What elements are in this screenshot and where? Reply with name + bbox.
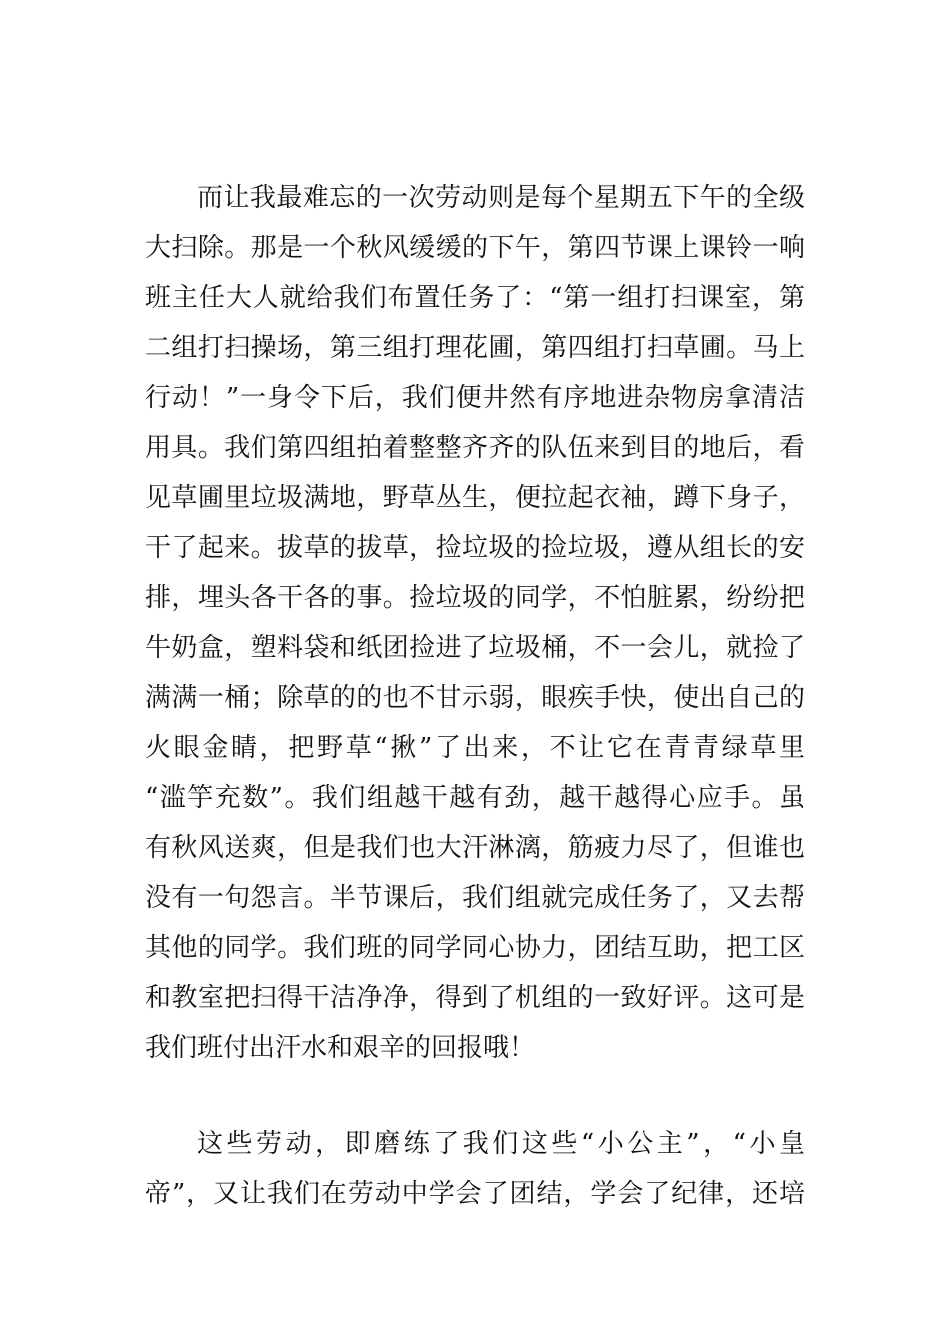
- text-line: 满满一桶；除草的的也不甘示弱，眼疾手快，使出自己的: [145, 683, 805, 713]
- text-line: 大扫除。那是一个秋风缓缓的下午，第四节课上课铃一响: [145, 233, 805, 263]
- text-line: 火眼金睛，把野草“揪”了出来，不让它在青青绿草里: [145, 733, 805, 763]
- text-line: 行动！”一身令下后，我们便井然有序地进杂物房拿清洁: [145, 383, 805, 413]
- text-line: 见草圃里垃圾满地，野草丛生，便拉起衣袖，蹲下身子，: [145, 483, 805, 513]
- text-line: 有秋风送爽，但是我们也大汗淋漓，筋疲力尽了，但谁也: [145, 833, 805, 863]
- text-line: 干了起来。拔草的拔草，捡垃圾的捡垃圾，遵从组长的安: [145, 533, 805, 563]
- text-line: 其他的同学。我们班的同学同心协力，团结互助，把工区: [145, 933, 805, 963]
- text-line: 帝”，又让我们在劳动中学会了团结，学会了纪律，还培: [145, 1179, 805, 1209]
- text-line: 班主任大人就给我们布置任务了：“第一组打扫课室，第: [145, 283, 805, 313]
- text-line: 排，埋头各干各的事。捡垃圾的同学，不怕脏累，纷纷把: [145, 583, 805, 613]
- text-line: “滥竽充数”。我们组越干越有劲，越干越得心应手。虽: [145, 783, 805, 813]
- text-line: 这些劳动，即磨练了我们这些“小公主”，“小皇: [197, 1129, 805, 1159]
- text-line: 二组打扫操场，第三组打理花圃，第四组打扫草圃。马上: [145, 333, 805, 363]
- text-line: 和教室把扫得干洁净净，得到了机组的一致好评。这可是: [145, 983, 805, 1013]
- text-line: 我们班付出汗水和艰辛的回报哦！: [145, 1033, 536, 1063]
- text-line: 牛奶盒，塑料袋和纸团捡进了垃圾桶，不一会儿，就捡了: [145, 633, 805, 663]
- text-line: 而让我最难忘的一次劳动则是每个星期五下午的全级: [197, 183, 805, 213]
- text-line: 没有一句怨言。半节课后，我们组就完成任务了，又去帮: [145, 883, 805, 913]
- text-line: 用具。我们第四组拍着整整齐齐的队伍来到目的地后，看: [145, 433, 805, 463]
